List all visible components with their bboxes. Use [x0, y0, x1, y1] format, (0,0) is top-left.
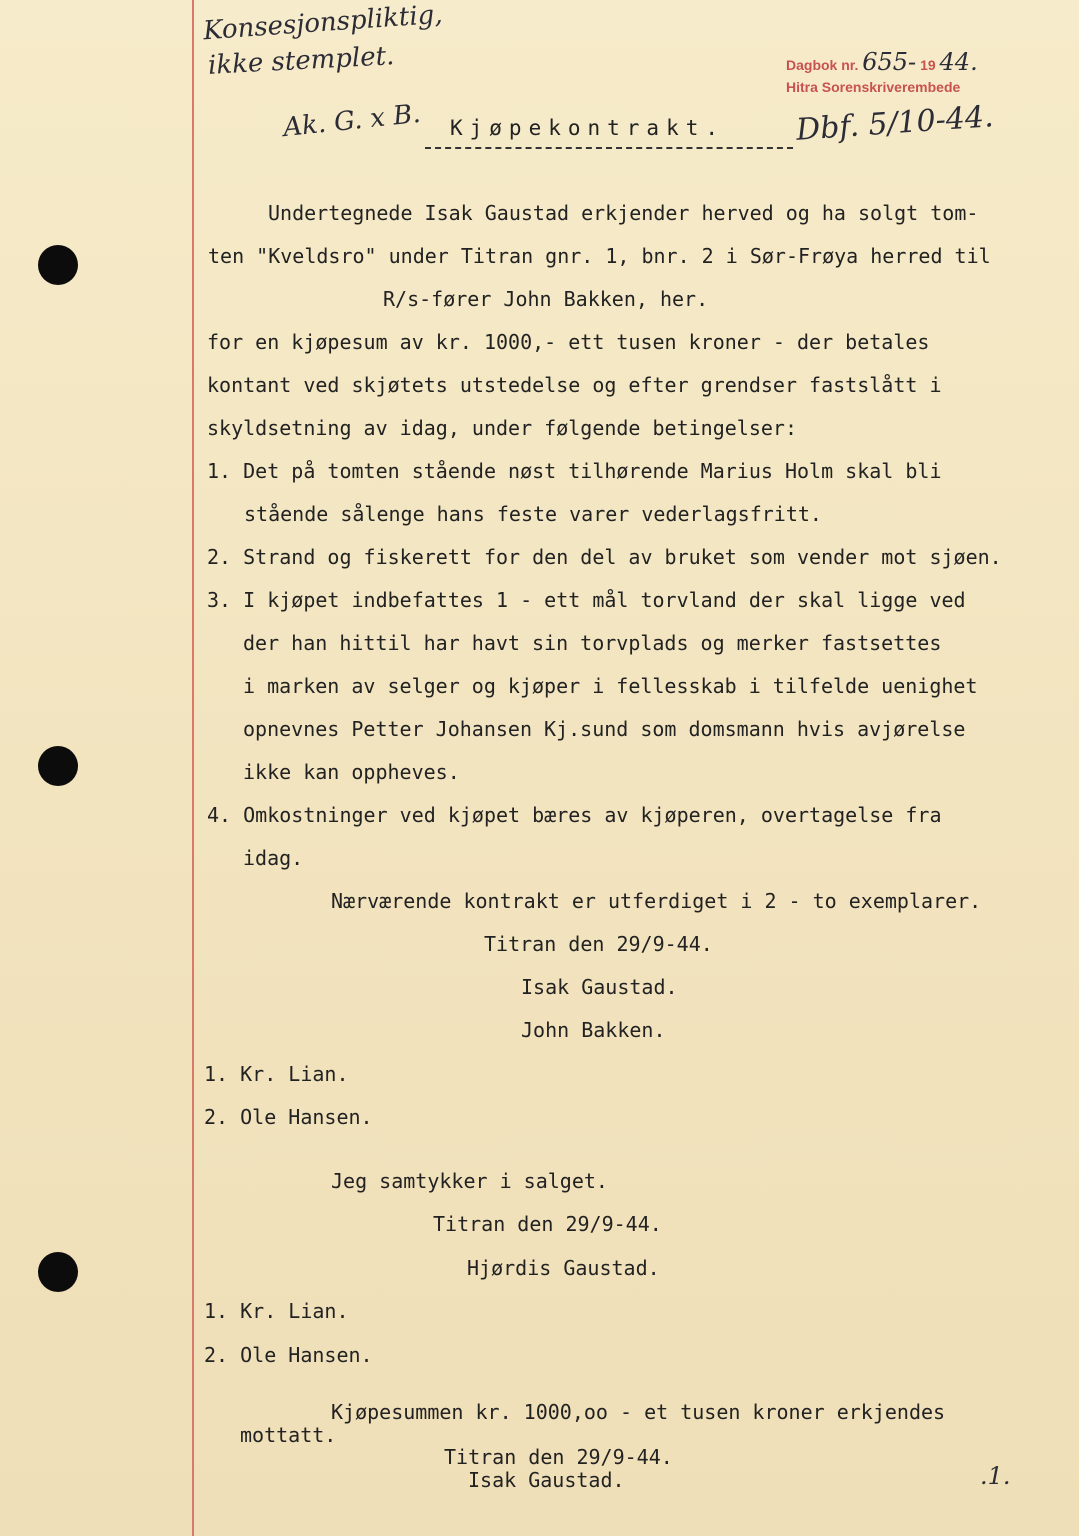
text-line: Kjøpesummen kr. 1000,oo - et tusen kroner erkjendes: [331, 1400, 946, 1424]
text-line: ten "Kveldsro" under Titran gnr. 1, bnr. 2 i Sør-Frøya herred til: [208, 244, 991, 268]
text-line: ikke kan oppheves.: [243, 760, 460, 784]
document-title: Kjøpekontrakt.: [450, 116, 726, 140]
date-line: Titran den 29/9-44.: [444, 1445, 673, 1469]
signature-name: Isak Gaustad.: [468, 1468, 625, 1492]
punch-hole: [38, 245, 78, 285]
signature-name: Hjørdis Gaustad.: [467, 1256, 660, 1280]
witness-line: 2. Ole Hansen.: [204, 1343, 373, 1367]
stamp-dagbok-label: Dagbok nr.: [786, 57, 859, 73]
punch-hole: [38, 1252, 78, 1292]
stamp-office: Hitra Sorenskriverembede: [786, 79, 961, 95]
text-line: mottatt.: [240, 1423, 337, 1447]
stamp-year-prefix: 19: [920, 57, 936, 73]
margin-line: [192, 0, 194, 1536]
title-underline: [425, 147, 793, 149]
signature-name: Isak Gaustad.: [521, 975, 678, 999]
witness-line: 1. Kr. Lian.: [204, 1299, 349, 1323]
text-line: Nærværende kontrakt er utferdiget i 2 - to exemplarer.: [331, 889, 982, 913]
handwritten-note-unstamped: ikke stemplet.: [207, 41, 396, 81]
punch-hole: [38, 746, 78, 786]
list-item: 1. Det på tomten stående nøst tilhørende Marius Holm skal bli: [207, 459, 942, 483]
text-line: Undertegnede Isak Gaustad erkjender herved og ha solgt tom-: [268, 201, 979, 225]
text-line: Jeg samtykker i salget.: [331, 1169, 608, 1193]
text-line: stående sålenge hans feste varer vederlagsfritt.: [244, 502, 822, 526]
handwritten-dbf-date: Dbf. 5/10-44.: [795, 99, 995, 148]
list-item: 3. I kjøpet indbefattes 1 - ett mål torvland der skal ligge ved: [207, 588, 966, 612]
witness-line: 2. Ole Hansen.: [204, 1105, 373, 1129]
page-mark: .1.: [980, 1462, 1011, 1490]
text-line: der han hittil har havt sin torvplads og merker fastsettes: [243, 631, 942, 655]
text-line: for en kjøpesum av kr. 1000,- ett tusen kroner - der betales: [207, 330, 930, 354]
handwritten-note-license: Konsesjonspliktig,: [202, 0, 444, 47]
list-item: 2. Strand og fiskerett for den del av bruket som vender mot sjøen.: [207, 545, 1002, 569]
text-line: kontant ved skjøtets utstedelse og efter grendser fastslått i: [207, 373, 942, 397]
stamp-dagbok-number: 655-: [862, 48, 917, 76]
date-line: Titran den 29/9-44.: [433, 1212, 662, 1236]
list-item: 4. Omkostninger ved kjøpet bæres av kjøperen, overtagelse fra: [207, 803, 942, 827]
witness-line: 1. Kr. Lian.: [204, 1062, 349, 1086]
date-line: Titran den 29/9-44.: [484, 932, 713, 956]
text-line: R/s-fører John Bakken, her.: [383, 287, 709, 311]
text-line: opnevnes Petter Johansen Kj.sund som domsmann hvis avjørelse: [243, 717, 966, 741]
signature-name: John Bakken.: [521, 1018, 666, 1042]
diary-stamp: [786, 48, 978, 76]
text-line: idag.: [243, 846, 304, 870]
text-line: i marken av selger og kjøper i fellesskab i tilfelde uenighet: [243, 674, 978, 698]
stamp-year: 44.: [939, 48, 978, 76]
handwritten-initials: Ak. G. x B.: [281, 98, 422, 144]
text-line: skyldsetning av idag, under følgende betingelser:: [207, 416, 798, 440]
